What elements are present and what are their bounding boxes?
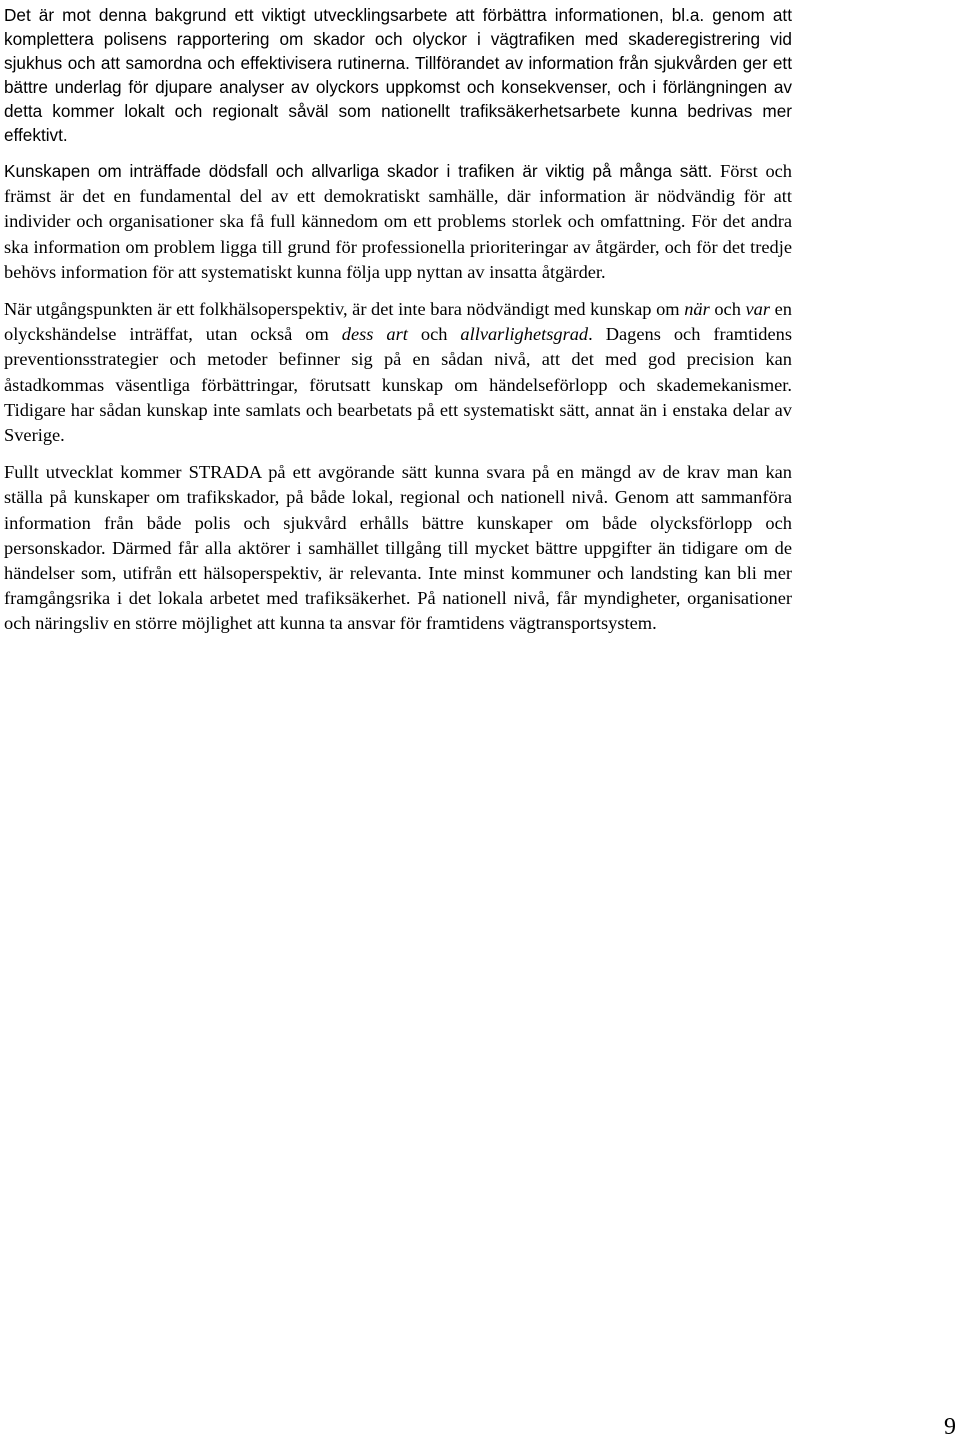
paragraph-knowledge [4, 159, 792, 285]
paragraph-public-health [4, 297, 792, 448]
paragraph-intro: Det är mot denna bakgrund ett viktigt utvecklingsarbete att förbättra informationen, bl.a. genom att komplettera polisens rapportering om skador och olyckor i vägtrafiken med skaderegistrering vid sjukhus och att samordna och effektivisera rutinerna. Tillförandet av information från sjukvården ger ett bättre underlag för djupare analyser av olyckors uppkomst och konsekvenser, och i förlängningen av detta kommer lokalt och regionalt såväl som nationellt trafiksäkerhetsarbete kunna bedrivas mer effektivt. [4, 5, 792, 145]
paragraph-knowledge-lead: Kunskapen om inträffade dödsfall och allvarliga skador i trafiken är viktig på många sätt. [4, 161, 713, 181]
text-segment: och [407, 324, 461, 345]
text-segment: och [709, 299, 746, 320]
italic-term-where: var [745, 299, 771, 320]
italic-term-severity: allvarlighetsgrad [460, 324, 589, 345]
page-number: 9 [944, 1414, 956, 1440]
text-segment: . Dagens och framtidens preventionsstrategier och metoder befinner sig på en sådan nivå, att det med god precision kan åstadkommas väsentliga förbättringar, förutsatt kunskap om händelseförlopp och skademekanismer. Tidigare har sådan kunskap inte samlats och bearbetats på ett systematiskt sätt, annat än i enstaka delar av Sverige. [4, 324, 793, 446]
document-page [4, 3, 792, 647]
text-segment: en olyckshändelse inträffat, utan också om [4, 299, 792, 345]
text-segment: När utgångspunkten är ett folkhälsoperspektiv, är det inte bara nödvändigt med kunskap om [4, 299, 685, 320]
paragraph-strada: Fullt utvecklat kommer STRADA på ett avgörande sätt kunna svara på en mängd av de krav man kan ställa på kunskaper om trafikskador, på både lokal, regional och nationell nivå. Genom att sammanföra information från både polis och sjukvård erhålls bättre kunskaper om både olycksförlopp och personskador. Därmed får alla aktörer i samhället tillgång till mycket bättre uppgifter än tidigare om de händelser som, utifrån ett hälsoperspektiv, är relevanta. Inte minst kommuner och landsting kan bli mer framgångsrika i det lokala arbetet med trafiksäkerhet. På nationell nivå, får myndigheter, organisationer och näringsliv en större möjlighet att kunna ta ansvar för framtidens vägtransportsystem. [4, 462, 792, 634]
italic-term-nature: dess art [341, 324, 408, 345]
paragraph-knowledge-body: Först och främst är det en fundamental del av ett demokratiskt samhälle, där information är nödvändig för att individer och organisationer ska få full kännedom om ett problems storlek och omfattning. För det andra ska information om problem ligga till grund för professionella prioriteringar av åtgärder, och för det tredje behövs information för att systematiskt kunna följa upp nyttan av insatta åtgärder. [4, 161, 792, 282]
italic-term-when: när [684, 299, 710, 320]
